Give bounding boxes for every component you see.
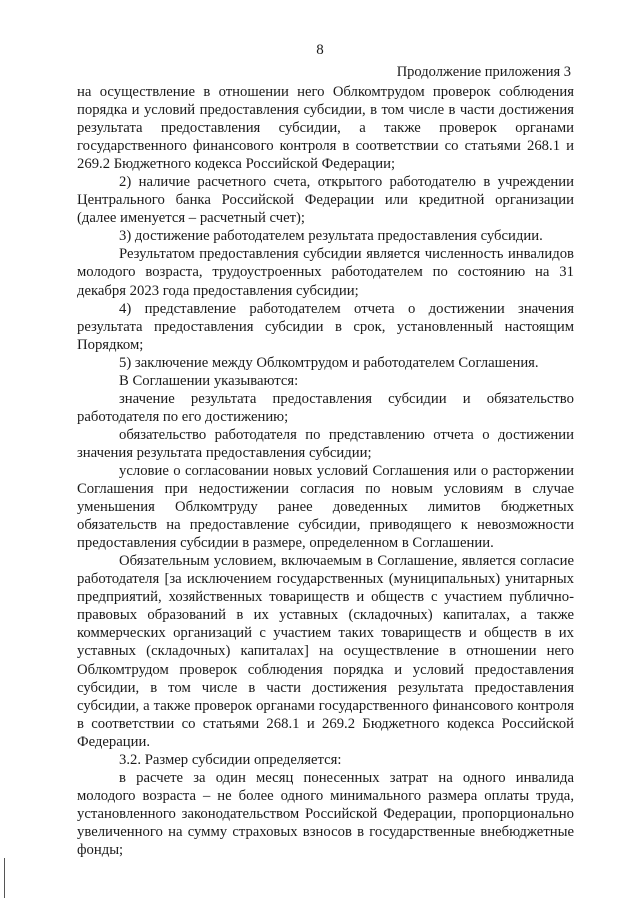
scan-edge-mark: [4, 858, 5, 898]
paragraph: 5) заключение между Облкомтрудом и работодателем Соглашения.: [119, 354, 539, 371]
paragraph: Обязательным условием, включаемым в Соглашение, является согласие работодателя [за исключением государственных (муниципальных) унитарных предприятий, хозяйственных товариществ и обществ с участием публично-правовых образований в их уставных (складочных) капиталах, а также коммерческих организаций с участием таких товариществ и обществ в их уставных (складочных) капиталах] на осуществление в отношении него Облкомтрудом проверок соблюдения порядка и условий предоставления субсидии, в том числе в части достижения результата предоставления субсидии, а также проверок органами государственного финансового контроля в соответствии со статьями 268.1 и 269.2 Бюджетного кодекса Российской Федерации.: [77, 553, 574, 750]
paragraph: в расчете за один месяц понесенных затрат на одного инвалида молодого возраста – не более одного минимального размера оплаты труда, установленного законодательством Российской Федерации, пропорционально увеличенного на сумму страховых взносов в государственные внебюджетные фонды;: [77, 769, 574, 858]
appendix-continuation-label: Продолжение приложения 3: [396, 64, 571, 80]
paragraph: В Соглашении указываются:: [119, 372, 299, 389]
paragraph: 2) наличие расчетного счета, открытого работодателю в учреждении Центрального банка Российской Федерации или кредитной организации (далее именуется – расчетный счет);: [77, 174, 574, 227]
paragraph: 3.2. Размер субсидии определяется:: [119, 751, 342, 768]
page-number: 8: [316, 42, 324, 58]
paragraph: значение результата предоставления субсидии и обязательство работодателя по его достижению;: [77, 390, 574, 425]
document-body: [77, 83, 574, 859]
paragraph: на осуществление в отношении него Облкомтрудом проверок соблюдения порядка и условий предоставления субсидии, в том числе в части достижения результата предоставления субсидии, а также проверок органами государственного финансового контроля в соответствии со статьями 268.1 и 269.2 Бюджетного кодекса Российской Федерации;: [77, 84, 574, 173]
paragraph: 3) достижение работодателем результата предоставления субсидии.: [119, 228, 543, 245]
paragraph: условие о согласовании новых условий Соглашения или о расторжении Соглашения при недостижении согласия по новым условиям в случае уменьшения Облкомтруду ранее доведенных лимитов бюджетных обязательств на предоставление субсидии, приводящего к невозможности предоставления субсидии в размере, определенном в Соглашении.: [77, 462, 574, 552]
paragraph: 4) представление работодателем отчета о достижении значения результата предоставления субсидии в срок, установленный настоящим Порядком;: [77, 300, 574, 353]
paragraph: обязательство работодателя по представлению отчета о достижении значения результата предоставления субсидии;: [77, 426, 574, 461]
paragraph: Результатом предоставления субсидии является численность инвалидов молодого возраста, трудоустроенных работодателем по состоянию на 31 декабря 2023 года предоставления субсидии;: [77, 246, 574, 299]
